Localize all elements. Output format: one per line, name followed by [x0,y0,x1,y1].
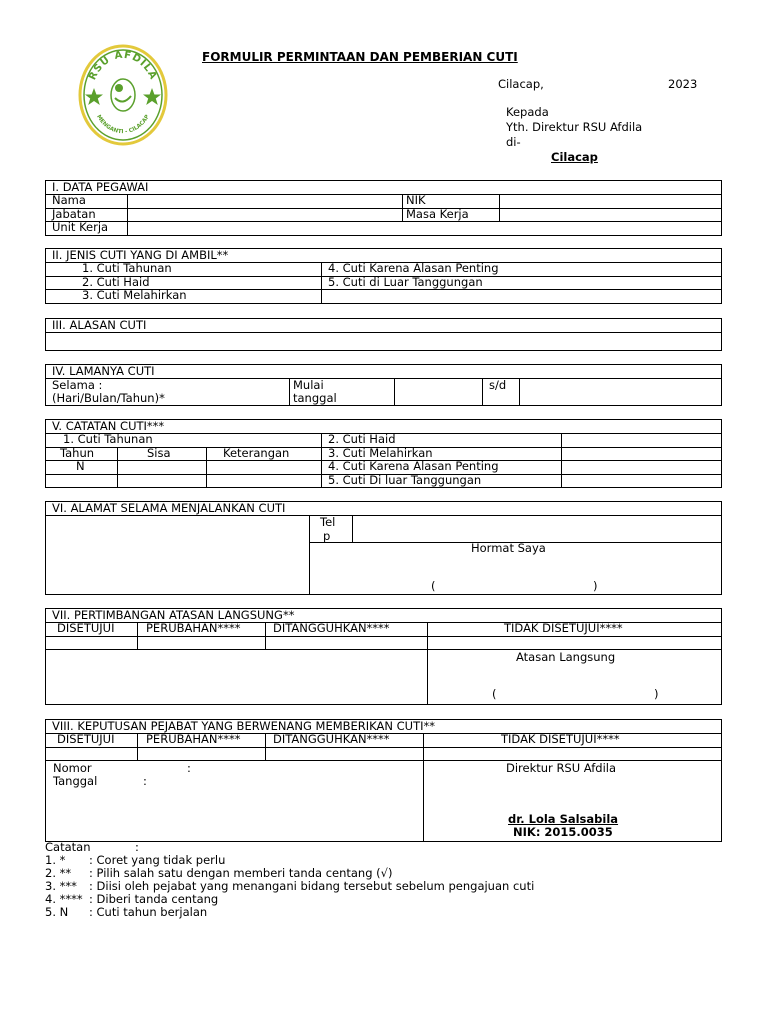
form-title: FORMULIR PERMINTAAN DAN PEMBERIAN CUTI [202,50,518,64]
note-key: 4. **** [45,892,83,906]
mulai-tanggal-field[interactable] [396,379,481,404]
section-pertimbangan-atasan [45,608,722,705]
alamat-field[interactable] [47,516,308,593]
tanggal-keputusan-label: Tanggal [53,774,98,788]
pejabat-ditangguhkan-checkbox[interactable] [267,748,422,759]
nomor-label: Nomor [53,761,92,775]
section-4-header: IV. LAMANYA CUTI [52,364,155,378]
keterangan-header: Keterangan [223,446,290,460]
logo-emblem [78,44,168,146]
pejabat-perubahan-header: PERUBAHAN**** [146,732,241,746]
nama-label: Nama [52,193,86,207]
atasan-disetujui-checkbox[interactable] [47,637,136,648]
atasan-ditangguhkan-checkbox[interactable] [267,637,426,648]
telp-label-2: p [323,529,331,543]
atasan-ditangguhkan-header: DITANGGUHKAN**** [273,621,390,635]
section-3-header: III. ALASAN CUTI [52,318,147,332]
signature-paren-close: ) [593,579,598,593]
nik-label: NIK [406,193,426,207]
masa-kerja-label: Masa Kerja [406,207,469,221]
hormat-saya-label: Hormat Saya [471,541,546,555]
tahun-header: Tahun [60,446,95,460]
signature-paren-open: ( [431,579,436,593]
notes-header: Catatan [45,840,91,854]
year-label: 2023 [668,77,698,91]
note-text: : Diisi oleh pejabat yang menangani bidang tersebut sebelum pengajuan cuti [89,879,535,893]
pejabat-disetujui-header: DISETUJUI [57,732,115,746]
pejabat-disetujui-checkbox[interactable] [47,748,136,759]
tanggal-label: tanggal [293,391,337,405]
catatan-cuti-melahirkan: 3. Cuti Melahirkan [328,446,433,460]
atasan-tidak-disetujui-checkbox[interactable] [429,637,720,648]
atasan-paren-open: ( [492,687,497,701]
section-7-header: VII. PERTIMBANGAN ATASAN LANGSUNG** [52,608,295,622]
direktur-label: Direktur RSU Afdila [506,761,617,775]
jabatan-field[interactable] [129,209,401,220]
satuan-label: (Hari/Bulan/Tahun)* [52,391,165,405]
mulai-label: Mulai [293,378,324,392]
atasan-perubahan-checkbox[interactable] [139,637,264,648]
catatan-cuti-alasan-penting: 4. Cuti Karena Alasan Penting [328,459,499,473]
note-text: : Cuti tahun berjalan [89,905,208,919]
masa-kerja-field[interactable] [501,209,720,220]
place-label: Cilacap, [498,77,544,91]
recipient-city: Cilacap [551,150,598,164]
pejabat-ditangguhkan-header: DITANGGUHKAN**** [273,732,390,746]
jabatan-label: Jabatan [52,207,96,221]
option-cuti-alasan-penting[interactable]: 4. Cuti Karena Alasan Penting [328,261,499,275]
recipient-line-2: Yth. Direktur RSU Afdila [506,120,643,134]
atasan-perubahan-header: PERUBAHAN**** [146,621,241,635]
hospital-logo [78,44,168,146]
section-jenis-cuti [45,248,722,304]
unit-kerja-field[interactable] [129,222,720,235]
section-2-header: II. JENIS CUTI YANG DI AMBIL** [52,248,229,262]
telp-label-1: Tel [320,515,336,529]
section-keputusan-pejabat [45,719,722,842]
option-cuti-haid[interactable]: 2. Cuti Haid [82,275,150,289]
sisa-header: Sisa [147,446,171,460]
section-5-header: V. CATATAN CUTI*** [52,419,165,433]
pejabat-perubahan-checkbox[interactable] [139,748,264,759]
logo-bottom-text: MENGANTI - CILACAP [95,114,151,136]
notes-colon: : [135,840,139,854]
note-key: 3. *** [45,879,77,893]
pertimbangan-field[interactable] [47,650,426,704]
sd-label: s/d [489,378,507,392]
note-text: : Diberi tanda centang [89,892,219,906]
option-cuti-luar-tanggungan[interactable]: 5. Cuti di Luar Tanggungan [328,275,483,289]
atasan-tidak-disetujui-header: TIDAK DISETUJUI**** [504,621,623,635]
section-8-header: VIII. KEPUTUSAN PEJABAT YANG BERWENANG MEMBERIKAN CUTI** [52,719,435,733]
section-alasan-cuti [45,318,722,351]
section-catatan-cuti [45,419,722,488]
selama-label: Selama : [52,378,103,392]
recipient-line-3: di- [506,135,521,149]
recipient-line-1: Kepada [506,105,549,119]
section-lamanya-cuti [45,364,722,406]
tanggal-colon: : [143,774,147,788]
nomor-colon: : [187,761,191,775]
unit-kerja-label: Unit Kerja [52,220,109,234]
atasan-paren-close: ) [654,687,659,701]
section-data-pegawai [45,180,722,236]
note-key: 1. * [45,853,66,867]
catatan-cuti-luar-tanggungan: 5. Cuti Di luar Tanggungan [328,473,482,487]
nik-field[interactable] [501,195,720,207]
tahun-n-label: N [76,459,85,473]
signer-name: dr. Lola Salsabila [508,812,619,826]
note-key: 2. ** [45,866,72,880]
section-1-header: I. DATA PEGAWAI [52,180,149,194]
section-6-header: VI. ALAMAT SELAMA MENJALANKAN CUTI [52,501,286,515]
section-alamat [45,501,722,595]
catatan-cuti-tahunan: 1. Cuti Tahunan [63,432,153,446]
option-cuti-tahunan[interactable]: 1. Cuti Tahunan [82,261,172,275]
catatan-cuti-haid: 2. Cuti Haid [328,432,396,446]
note-text: : Coret yang tidak perlu [89,853,226,867]
option-cuti-melahirkan[interactable]: 3. Cuti Melahirkan [82,288,187,302]
alasan-cuti-field[interactable] [47,333,720,350]
nama-field[interactable] [129,195,401,207]
atasan-disetujui-header: DISETUJUI [57,621,115,635]
note-text: : Pilih salah satu dengan memberi tanda centang (√) [89,866,393,880]
signer-nik: NIK: 2015.0035 [513,825,613,839]
pejabat-tidak-disetujui-header: TIDAK DISETUJUI**** [501,732,620,746]
logo-top-text: RSU AFDILA [87,49,159,82]
atasan-langsung-label: Atasan Langsung [516,650,616,664]
sampai-tanggal-field[interactable] [521,379,720,404]
note-key: 5. N [45,905,69,919]
pejabat-tidak-disetujui-checkbox[interactable] [425,748,720,759]
telp-field[interactable] [354,516,720,541]
